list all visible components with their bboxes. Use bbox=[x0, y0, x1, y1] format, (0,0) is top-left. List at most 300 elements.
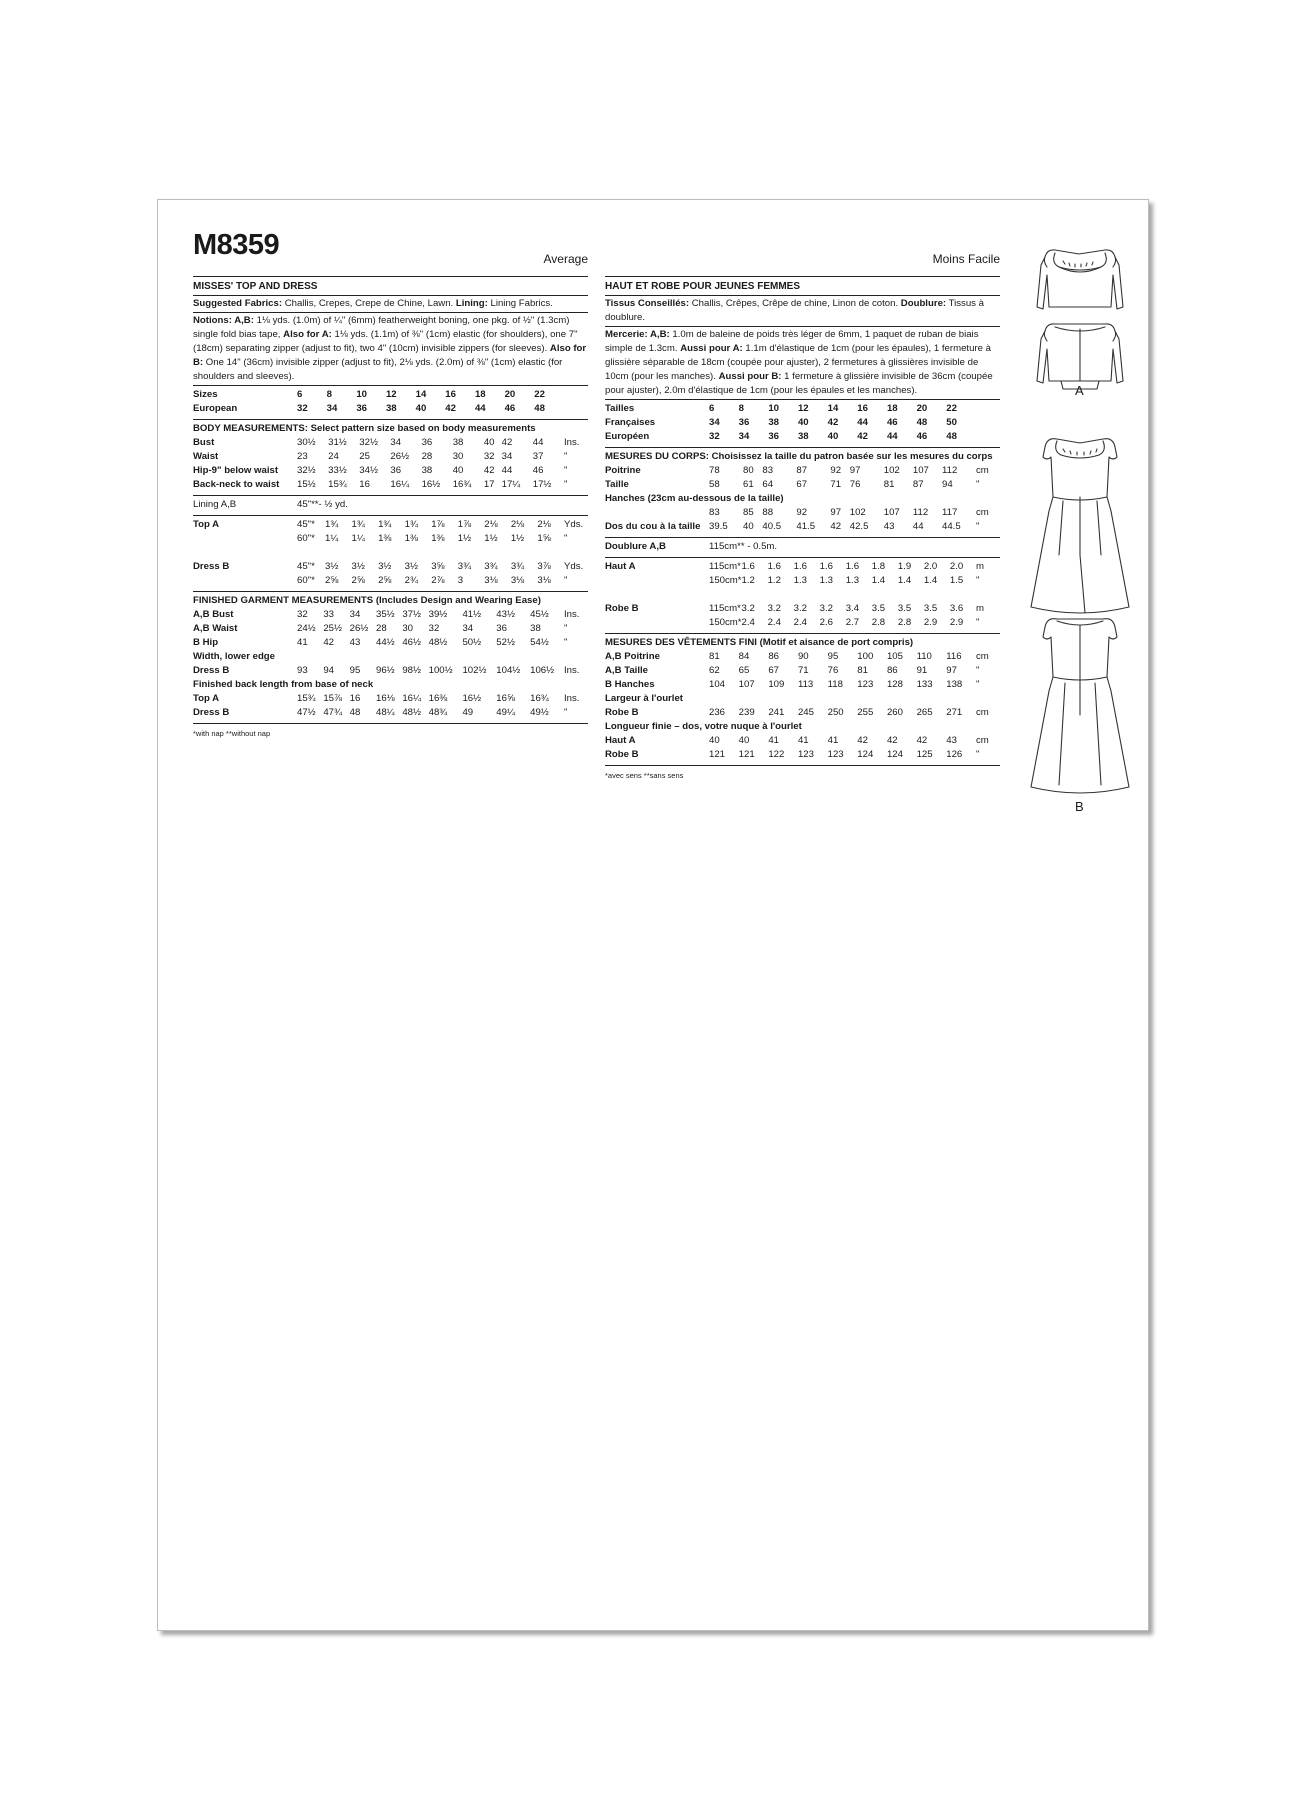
value-cell: 1½ bbox=[457, 533, 472, 544]
value-cell: 123 bbox=[857, 679, 874, 690]
value-cell: 32 bbox=[483, 451, 495, 462]
finished-measurements-heading: FINISHED GARMENT MEASUREMENTS (Includes Design and Wearing Ease) bbox=[193, 595, 541, 606]
unit-cell: cm bbox=[976, 651, 989, 662]
pattern-number: M8359 bbox=[193, 229, 280, 261]
value-cell: 16⅜ bbox=[428, 693, 448, 704]
value-cell: 6 bbox=[709, 403, 715, 414]
value-cell: 3¾ bbox=[510, 561, 525, 572]
view-label: Robe B bbox=[605, 603, 639, 614]
value-cell: 124 bbox=[857, 749, 874, 760]
value-cell: 241 bbox=[768, 707, 785, 718]
value-cell: 2.8 bbox=[897, 617, 912, 628]
value-cell: 62 bbox=[709, 665, 720, 676]
measurement-row bbox=[605, 650, 1000, 664]
value-cell: 100 bbox=[857, 651, 874, 662]
value-cell: 122 bbox=[768, 749, 785, 760]
value-cell: 107 bbox=[912, 465, 929, 476]
dress-b-front-drawing bbox=[1031, 439, 1129, 613]
value-cell: 39½ bbox=[428, 609, 448, 620]
value-cell: 40 bbox=[709, 735, 720, 746]
measurement-row bbox=[605, 402, 1000, 416]
value-cell: 6 bbox=[297, 389, 303, 400]
value-cell: 106½ bbox=[530, 665, 555, 676]
value-cell: 40 bbox=[452, 465, 464, 476]
fabric-width: 45"* bbox=[297, 519, 315, 530]
value-cell: 2.9 bbox=[923, 617, 938, 628]
value-cell: 44½ bbox=[375, 637, 395, 648]
notions-paragraph-fr bbox=[605, 327, 1000, 400]
value-cell: 48¼ bbox=[375, 707, 395, 718]
value-cell: 1.6 bbox=[793, 561, 807, 572]
value-cell: 15⅞ bbox=[323, 693, 343, 704]
value-cell: 30 bbox=[452, 451, 464, 462]
measurement-row bbox=[605, 734, 1000, 748]
value-cell: 40 bbox=[738, 735, 750, 746]
value-cell: 41 bbox=[827, 735, 839, 746]
row-label: Robe B bbox=[605, 749, 639, 760]
value-cell: 95 bbox=[349, 665, 361, 676]
value-cell: 245 bbox=[797, 707, 814, 718]
value-cell: 40 bbox=[415, 403, 427, 414]
lining-yardage-fr bbox=[605, 538, 1000, 558]
also-b-label: Also for B: bbox=[193, 343, 587, 368]
measurement-row bbox=[193, 608, 588, 622]
value-cell: 42 bbox=[501, 437, 513, 448]
value-cell: 104 bbox=[709, 679, 726, 690]
row-label: Tailles bbox=[605, 403, 635, 414]
value-cell: 3½ bbox=[351, 561, 365, 572]
value-cell: 1.2 bbox=[741, 575, 755, 586]
value-cell: 3.2 bbox=[741, 603, 755, 614]
value-cell: 33½ bbox=[328, 465, 347, 476]
fabric-width: 60"* bbox=[297, 533, 315, 544]
row-label: Robe B bbox=[605, 707, 639, 718]
unit-cell bbox=[976, 402, 1000, 416]
value-cell: 17½ bbox=[532, 479, 552, 490]
value-cell: 1.6 bbox=[845, 561, 860, 572]
also-b-text: One 14" (36cm) invisible zipper (adjust to fit), 2⅛ yds. (2.0m) of ⅜" (1cm) elastic (for shoulders and sleeves). bbox=[193, 357, 563, 382]
unit-cell: " bbox=[564, 575, 568, 586]
unit-cell bbox=[976, 430, 1000, 444]
value-cell: 16 bbox=[857, 403, 868, 414]
value-cell: 41 bbox=[797, 735, 809, 746]
value-cell: 2.4 bbox=[767, 617, 781, 628]
value-cell: 236 bbox=[709, 707, 726, 718]
value-cell: 102½ bbox=[462, 665, 487, 676]
value-cell: 38 bbox=[768, 417, 779, 428]
value-cell: 112 bbox=[942, 465, 958, 476]
value-cell: 3½ bbox=[378, 561, 392, 572]
value-cell: 2.4 bbox=[793, 617, 807, 628]
value-cell: 16⅝ bbox=[496, 693, 515, 704]
value-cell: 49½ bbox=[530, 707, 549, 718]
value-cell: 18 bbox=[474, 389, 486, 400]
value-cell: 42 bbox=[857, 735, 868, 746]
measurement-row bbox=[605, 430, 1000, 444]
measurement-row bbox=[193, 450, 588, 464]
value-cell: 1.6 bbox=[819, 561, 834, 572]
value-cell: 32 bbox=[709, 431, 720, 442]
value-cell: 113 bbox=[797, 679, 814, 690]
value-cell: 38 bbox=[421, 465, 433, 476]
value-cell: 42 bbox=[483, 465, 495, 476]
unit-cell: " bbox=[976, 479, 980, 490]
value-cell: 1½ bbox=[484, 533, 498, 544]
lining-label-fr: Doublure: bbox=[900, 298, 947, 309]
yardage-row bbox=[193, 518, 588, 532]
lining-yardage bbox=[193, 496, 588, 516]
measurement-row bbox=[605, 464, 1000, 478]
value-cell: 2⅝ bbox=[325, 575, 339, 586]
value-cell: 88 bbox=[762, 507, 774, 518]
value-cell: 16¼ bbox=[390, 479, 410, 490]
lining-label: Lining: bbox=[455, 298, 488, 309]
value-cell: 34½ bbox=[359, 465, 378, 476]
english-column bbox=[193, 229, 588, 741]
measurement-row bbox=[193, 706, 588, 720]
value-cell: 78 bbox=[709, 465, 720, 476]
value-cell: 104½ bbox=[496, 665, 521, 676]
row-label: Top A bbox=[193, 693, 220, 704]
value-cell: 46 bbox=[916, 431, 928, 442]
unit-cell: Yds. bbox=[564, 561, 584, 572]
unit-cell: " bbox=[564, 533, 568, 544]
value-cell: 36 bbox=[738, 417, 750, 428]
value-cell: 16 bbox=[349, 693, 361, 704]
notions-label-fr: Mercerie: A,B: bbox=[605, 329, 670, 340]
yardage-row bbox=[193, 574, 588, 588]
value-cell: 1¼ bbox=[325, 533, 339, 544]
row-label: Haut A bbox=[605, 735, 636, 746]
lining-text: Lining Fabrics. bbox=[487, 298, 553, 309]
value-cell: 44 bbox=[857, 417, 868, 428]
unit-cell bbox=[564, 388, 588, 402]
value-cell: 8 bbox=[326, 389, 332, 400]
yardage-row bbox=[605, 602, 1000, 616]
row-label: Longueur finie – dos, votre nuque à l'ourlet bbox=[605, 721, 802, 732]
value-cell: 250 bbox=[827, 707, 844, 718]
measurement-row bbox=[605, 492, 1000, 506]
value-cell: 1.4 bbox=[923, 575, 938, 586]
value-cell: 16⅛ bbox=[375, 693, 395, 704]
measurement-row bbox=[193, 464, 588, 478]
value-cell: 40.5 bbox=[762, 521, 782, 532]
value-cell: 3.4 bbox=[845, 603, 860, 614]
footnote: *with nap **without nap bbox=[193, 729, 271, 738]
unit-cell: " bbox=[564, 623, 568, 634]
value-cell: 28 bbox=[421, 451, 433, 462]
value-cell: 16½ bbox=[462, 693, 482, 704]
value-cell: 1.5 bbox=[949, 575, 964, 586]
row-label: Sizes bbox=[193, 389, 218, 400]
measurement-row bbox=[605, 706, 1000, 720]
value-cell: 48 bbox=[916, 417, 928, 428]
value-cell: 65 bbox=[738, 665, 750, 676]
value-cell: 20 bbox=[916, 403, 928, 414]
row-label: A,B Bust bbox=[193, 609, 234, 620]
value-cell: 24 bbox=[328, 451, 339, 462]
unit-cell: " bbox=[564, 465, 568, 476]
row-label: Dos du cou à la taille bbox=[605, 521, 701, 532]
value-cell: 123 bbox=[797, 749, 814, 760]
view-label: Dress B bbox=[193, 561, 230, 572]
value-cell: 42 bbox=[857, 431, 868, 442]
value-cell: 2.4 bbox=[741, 617, 755, 628]
value-cell: 1⅜ bbox=[431, 533, 445, 544]
value-cell: 23 bbox=[297, 451, 308, 462]
value-cell: 255 bbox=[857, 707, 874, 718]
value-cell: 2.6 bbox=[819, 617, 834, 628]
value-cell: 2.7 bbox=[845, 617, 860, 628]
value-cell: 32 bbox=[297, 403, 308, 414]
finished-measurements-heading-fr: MESURES DES VÊTEMENTS FINI (Motif et aisance de port compris) bbox=[605, 637, 914, 648]
value-cell: 1.3 bbox=[793, 575, 807, 586]
value-cell: 121 bbox=[709, 749, 726, 760]
value-cell: 16 bbox=[445, 389, 456, 400]
value-cell: 87 bbox=[912, 479, 924, 490]
top-a-back-drawing bbox=[1037, 324, 1123, 389]
row-label: Françaises bbox=[605, 417, 656, 428]
pattern-sheet bbox=[157, 199, 1149, 1631]
value-cell: 96½ bbox=[375, 665, 395, 676]
value-cell: 1.4 bbox=[871, 575, 886, 586]
value-cell: 42 bbox=[323, 637, 334, 648]
value-cell: 107 bbox=[738, 679, 755, 690]
unit-cell: Ins. bbox=[564, 437, 580, 448]
measurement-row bbox=[605, 678, 1000, 692]
value-cell: 3¾ bbox=[457, 561, 472, 572]
value-cell: 10 bbox=[768, 403, 779, 414]
lining-row-text: 45"**- ½ yd. bbox=[297, 499, 348, 510]
row-label: Finished back length from base of neck bbox=[193, 679, 374, 690]
value-cell: 16¾ bbox=[530, 693, 549, 704]
value-cell: 2.9 bbox=[949, 617, 964, 628]
value-cell: 32½ bbox=[297, 465, 316, 476]
value-cell: 3.2 bbox=[767, 603, 781, 614]
value-cell: 16¾ bbox=[452, 479, 472, 490]
value-cell: 102 bbox=[849, 507, 866, 518]
value-cell: 92 bbox=[796, 507, 808, 518]
value-cell: 46 bbox=[886, 417, 898, 428]
fabric-width: 60"* bbox=[297, 575, 315, 586]
value-cell: 81 bbox=[883, 479, 895, 490]
value-cell: 48 bbox=[946, 431, 957, 442]
value-cell: 50½ bbox=[462, 637, 482, 648]
value-cell: 42 bbox=[886, 735, 898, 746]
value-cell: 109 bbox=[768, 679, 785, 690]
value-cell: 47¾ bbox=[323, 707, 343, 718]
value-cell: 239 bbox=[738, 707, 755, 718]
value-cell: 117 bbox=[942, 507, 958, 518]
value-cell: 76 bbox=[827, 665, 839, 676]
value-cell: 86 bbox=[768, 651, 779, 662]
value-cell: 1.9 bbox=[897, 561, 912, 572]
value-cell: 2.0 bbox=[923, 561, 938, 572]
row-label: Back-neck to waist bbox=[193, 479, 280, 490]
value-cell: 52½ bbox=[496, 637, 515, 648]
figure-label-a: A bbox=[1075, 383, 1084, 398]
value-cell: 97 bbox=[946, 665, 957, 676]
value-cell: 40 bbox=[797, 417, 809, 428]
value-cell: 15¾ bbox=[328, 479, 347, 490]
value-cell: 95 bbox=[827, 651, 839, 662]
value-cell: 38 bbox=[452, 437, 464, 448]
value-cell: 43½ bbox=[496, 609, 515, 620]
value-cell: 34 bbox=[349, 609, 361, 620]
value-cell: 116 bbox=[946, 651, 962, 662]
view-label bbox=[193, 574, 297, 588]
row-label: Hanches (23cm au-dessous de la taille) bbox=[605, 493, 784, 504]
row-label: Width, lower edge bbox=[193, 651, 275, 662]
value-cell: 48½ bbox=[402, 707, 421, 718]
unit-cell: " bbox=[564, 451, 568, 462]
row-label: A,B Taille bbox=[605, 665, 649, 676]
value-cell: 1.3 bbox=[819, 575, 834, 586]
value-cell: 81 bbox=[857, 665, 868, 676]
unit-cell: " bbox=[976, 665, 980, 676]
value-cell: 54½ bbox=[530, 637, 549, 648]
value-cell: 1¾ bbox=[351, 519, 365, 530]
value-cell: 40 bbox=[483, 437, 495, 448]
value-cell: 90 bbox=[797, 651, 809, 662]
yardage-row bbox=[193, 560, 588, 574]
value-cell: 17 bbox=[483, 479, 495, 490]
finished-measurements bbox=[193, 592, 588, 724]
value-cell: 37 bbox=[532, 451, 544, 462]
value-cell: 40 bbox=[827, 431, 839, 442]
value-cell: 100½ bbox=[428, 665, 453, 676]
value-cell: 34 bbox=[501, 451, 513, 462]
unit-cell: cm bbox=[976, 507, 989, 518]
value-cell: 25½ bbox=[323, 623, 343, 634]
measurement-row bbox=[605, 664, 1000, 678]
value-cell: 48¾ bbox=[428, 707, 448, 718]
value-cell: 42.5 bbox=[849, 521, 869, 532]
value-cell: 15¾ bbox=[297, 693, 316, 704]
value-cell: 50 bbox=[946, 417, 957, 428]
difficulty-label: Average bbox=[543, 252, 588, 266]
value-cell: 92 bbox=[830, 465, 842, 476]
value-cell: 121 bbox=[738, 749, 755, 760]
also-a-label: Also for A: bbox=[283, 329, 332, 340]
value-cell: 34 bbox=[709, 417, 720, 428]
value-cell: 38 bbox=[385, 403, 397, 414]
value-cell: 36 bbox=[421, 437, 433, 448]
value-cell: 260 bbox=[886, 707, 903, 718]
value-cell: 41.5 bbox=[796, 521, 816, 532]
row-label: B Hip bbox=[193, 637, 219, 648]
unit-cell: " bbox=[564, 637, 568, 648]
value-cell: 22 bbox=[946, 403, 957, 414]
fabrics-label-fr: Tissus Conseillés: bbox=[605, 298, 690, 309]
value-cell: 3⅞ bbox=[537, 561, 551, 572]
unit-cell: cm bbox=[976, 707, 989, 718]
value-cell: 1⅞ bbox=[457, 519, 472, 530]
value-cell: 1¾ bbox=[404, 519, 418, 530]
fabric-width: 150cm* bbox=[709, 575, 742, 586]
value-cell: 83 bbox=[709, 507, 720, 518]
value-cell: 16¼ bbox=[402, 693, 421, 704]
value-cell: 1⅜ bbox=[378, 533, 392, 544]
yardage-row bbox=[605, 574, 1000, 588]
yardage-table bbox=[193, 516, 588, 592]
value-cell: 93 bbox=[297, 665, 308, 676]
pattern-title-fr: HAUT ET ROBE POUR JEUNES FEMMES bbox=[605, 277, 1000, 296]
value-cell: 71 bbox=[830, 479, 842, 490]
measurement-row bbox=[193, 650, 588, 664]
value-cell: 1½ bbox=[510, 533, 525, 544]
unit-cell: " bbox=[564, 479, 568, 490]
unit-cell: cm bbox=[976, 465, 989, 476]
finished-measurements-fr bbox=[605, 634, 1000, 766]
value-cell: 1.2 bbox=[767, 575, 781, 586]
measurement-row bbox=[193, 478, 588, 492]
measurement-row bbox=[193, 622, 588, 636]
notions-text: 1⅛ yds. (1.0m) of ¼" (6mm) featherweight boning, one pkg. of ½" (1.3cm) single fold bias tape, bbox=[193, 315, 570, 340]
value-cell: 1⅜ bbox=[404, 533, 418, 544]
fabric-width: 115cm* bbox=[709, 603, 741, 614]
value-cell: 37½ bbox=[402, 609, 421, 620]
value-cell: 94 bbox=[942, 479, 953, 490]
value-cell: 38 bbox=[797, 431, 809, 442]
pattern-title: MISSES' TOP AND DRESS bbox=[193, 277, 588, 296]
value-cell: 97 bbox=[830, 507, 842, 518]
value-cell: 3⅝ bbox=[431, 561, 445, 572]
value-cell: 1¾ bbox=[325, 519, 339, 530]
value-cell: 41 bbox=[768, 735, 779, 746]
value-cell: 1⅝ bbox=[537, 533, 551, 544]
value-cell: 102 bbox=[883, 465, 900, 476]
value-cell: 105 bbox=[886, 651, 903, 662]
value-cell: 94 bbox=[323, 665, 334, 676]
value-cell: 26½ bbox=[390, 451, 410, 462]
value-cell: 1.3 bbox=[845, 575, 860, 586]
measurement-row bbox=[193, 664, 588, 678]
row-label: Poitrine bbox=[605, 465, 641, 476]
value-cell: 36 bbox=[768, 431, 779, 442]
notions-paragraph bbox=[193, 313, 588, 386]
value-cell: 3.6 bbox=[949, 603, 964, 614]
value-cell: 1.8 bbox=[871, 561, 886, 572]
top-a-front-drawing bbox=[1037, 250, 1123, 309]
row-label: Dress B bbox=[193, 665, 230, 676]
value-cell: 49¼ bbox=[496, 707, 515, 718]
value-cell: 12 bbox=[797, 403, 809, 414]
value-cell: 71 bbox=[797, 665, 809, 676]
value-cell: 44 bbox=[532, 437, 544, 448]
value-cell: 112 bbox=[912, 507, 929, 518]
value-cell: 38 bbox=[530, 623, 541, 634]
value-cell: 46 bbox=[504, 403, 516, 414]
value-cell: 2⅛ bbox=[537, 519, 551, 530]
value-cell: 64 bbox=[762, 479, 774, 490]
yardage-row bbox=[193, 532, 588, 546]
also-a-text-fr: 1.1m d'élastique de 1cm (pour les épaules), 1 fermeture à glissière séparable de 18cm (coupée pour ajuster), 2 fermetures à glissières invisible de 10cm (pour les manches). bbox=[605, 343, 991, 382]
value-cell: 3¾ bbox=[484, 561, 498, 572]
unit-cell: Yds. bbox=[564, 519, 584, 530]
row-label: A,B Poitrine bbox=[605, 651, 660, 662]
value-cell: 3.5 bbox=[897, 603, 912, 614]
value-cell: 8 bbox=[738, 403, 744, 414]
value-cell: 33 bbox=[323, 609, 334, 620]
value-cell: 87 bbox=[796, 465, 808, 476]
unit-cell: " bbox=[976, 521, 980, 532]
value-cell: 28 bbox=[375, 623, 387, 634]
figure-label-b: B bbox=[1075, 799, 1084, 814]
row-label: Waist bbox=[193, 451, 219, 462]
dress-b-back-drawing bbox=[1031, 619, 1129, 793]
view-label bbox=[605, 574, 709, 588]
